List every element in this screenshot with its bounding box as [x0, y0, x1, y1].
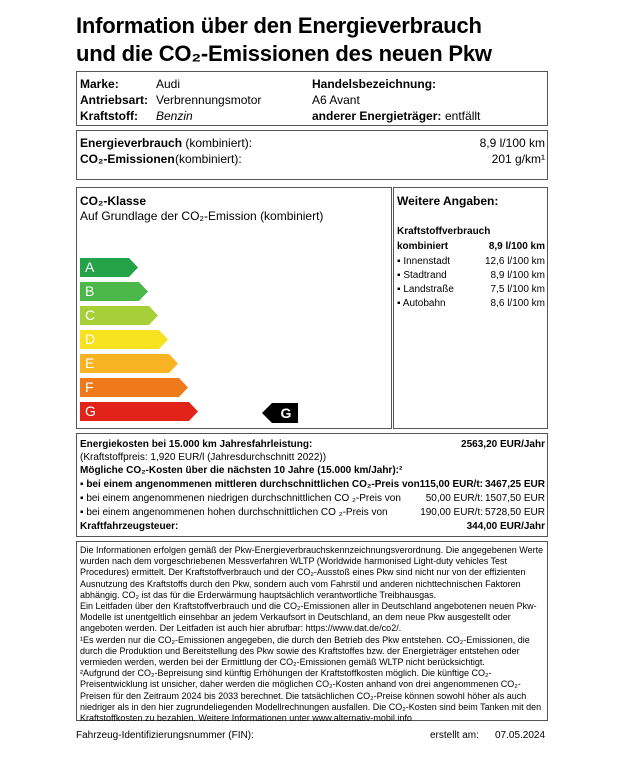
energy-value: 8,9 l/100 km	[479, 136, 545, 150]
co2-class-letter: F	[85, 379, 94, 395]
antrieb-label: Antriebsart:	[80, 93, 149, 107]
notes	[80, 545, 550, 724]
tax-value: 344,00 EUR/Jahr	[466, 521, 545, 532]
energy-label-rest: (kombiniert):	[182, 136, 253, 150]
co2-cost-row-value: 3467,25 EUR	[484, 479, 545, 490]
energy-costs-label: Energiekosten bei 15.000 km Jahresfahrleistung:	[80, 439, 313, 450]
co2-class-bar-c	[80, 306, 158, 325]
co2-cost-row-price: 50,00 EUR/t:	[425, 493, 483, 504]
co2-class-bar-d	[80, 330, 168, 349]
energy-label	[80, 136, 252, 151]
co2-class-bar-f	[80, 378, 188, 397]
further-row-label: ▪ Stadtrand	[397, 270, 447, 281]
co2-cost-row-price: 190,00 EUR/t:	[420, 507, 483, 518]
anderer-value: entfällt	[445, 109, 481, 123]
co2-cost-row-label: ▪ bei einem angenommenen hohen durchschnittlichen CO ₂-Preis von	[80, 507, 388, 518]
current-class-marker	[262, 403, 298, 428]
note-paragraph: ²Aufgrund der CO₂-Bepreisung sind künftig Erhöhungen der Kraftstoffkosten möglich. Die künftige CO₂-Preisentwicklung ist unsicher, daher werden die möglichen CO₂-Kosten anhand von drei angenommenen CO₂-Preisen für den Zeitraum 2024 bis 2033 berechnet. Die tatsächlichen CO₂-Preise können sowohl höher als auch niedriger als in den hier zugrundeliegenden Modellrechnungen ausfallen. Die CO₂-Kosten sind beim Tanken mit den Kraftstoffkosten zu bezahlen. Weitere Informationen unter www.alternativ-mobil.info	[80, 668, 542, 724]
co2-cost-row-price: 115,00 EUR/t:	[419, 479, 483, 490]
co2-class-heading: CO₂-Klasse	[80, 194, 147, 208]
anderer-label: anderer Energieträger:	[312, 109, 442, 123]
energy-label-bold: Energieverbrauch	[80, 136, 183, 150]
co2-cost-row-label: ▪ bei einem angenommenen mittleren durchschnittlichen CO₂-Preis von	[80, 479, 420, 490]
page-title	[76, 12, 616, 68]
marke-label: Marke:	[80, 77, 119, 91]
fuel-consumption-section: Kraftstoffverbrauch	[397, 226, 491, 237]
co2-class-bar-b	[80, 282, 148, 301]
co2-class-letter: G	[85, 403, 96, 419]
combined-value: 8,9 l/100 km	[488, 241, 545, 252]
co2-cost-row-value: 5728,50 EUR	[484, 507, 545, 518]
fin-label: Fahrzeug-Identifizierungsnummer (FIN):	[76, 730, 254, 741]
title-line-1: Information über den Energieverbrauch	[76, 13, 482, 38]
co2-label-rest: (kombiniert):	[175, 152, 242, 166]
co2-class-bar-a	[80, 258, 138, 277]
co2-label-bold: CO₂-Emissionen	[80, 152, 175, 166]
fuel-price: (Kraftstoffpreis: 1,920 EUR/l (Jahresdurchschnitt 2022))	[80, 452, 327, 463]
created-label: erstellt am:	[430, 730, 479, 741]
further-row-label: ▪ Innenstadt	[397, 256, 451, 267]
co2-class-letter: E	[85, 355, 95, 371]
handel-value: A6 Avant	[312, 93, 360, 107]
further-row-value: 7,5 l/100 km	[490, 284, 545, 295]
current-class-letter: G	[280, 405, 292, 421]
co2-cost-row-label: ▪ bei einem angenommenen niedrigen durchschnittlichen CO ₂-Preis von	[80, 493, 401, 504]
co2-value: 201 g/km¹	[491, 152, 545, 166]
tax-label: Kraftfahrzeugsteuer:	[80, 521, 179, 532]
kraftstoff-label: Kraftstoff:	[80, 109, 138, 123]
title-line-2: und die CO₂-Emissionen des neuen Pkw	[76, 41, 492, 66]
further-heading: Weitere Angaben:	[397, 194, 499, 208]
co2-class-letter: D	[85, 331, 96, 347]
co2-class-bar-g	[80, 402, 198, 421]
created-value: 07.05.2024	[495, 730, 546, 741]
co2-class-letter: A	[85, 259, 95, 275]
note-paragraph: ¹Es werden nur die CO₂-Emissionen angegeben, die durch den Betrieb des Pkw entstehen. CO₂-Emissionen, die durch die Produktion und Bereitstellung des Pkw sowie des Kraftstoffes bzw. der Energieträger entstehen oder vermieden werden, werden bei der Ermittlung der CO₂-Emissionen gemäß WLTP nicht berücksichtigt.	[80, 634, 530, 668]
further-row-value: 12,6 l/100 km	[484, 256, 545, 267]
co2-class-letter: C	[85, 307, 96, 323]
marke-value: Audi	[156, 77, 181, 91]
note-paragraph: Die Informationen erfolgen gemäß der Pkw-Energieverbrauchskennzeichnungsverordnung. Die angegebenen Werte wurden nach dem vorgeschriebenen Messverfahren WLTP (Worldwide harmonised Light-duty vehicles Test Procedures) ermittelt. Der Kraftstoffverbrauch und der CO₂-Ausstoß eines Pkw sind nicht nur von der effizienten Ausnutzung des Kraftstoffs durch den Pkw, sondern auch vom Fahrstil und anderen nichttechnischen Faktoren abhängig. CO₂ ist das für die Erderwärmung hauptsächlich verantwortliche Treibhausgas.	[80, 545, 544, 600]
co2-class-bar-e	[80, 354, 178, 373]
kraftstoff-value: Benzin	[156, 109, 193, 123]
further-row-label: ▪ Landstraße	[397, 284, 454, 295]
further-row-label: ▪ Autobahn	[397, 298, 446, 309]
further-row-value: 8,6 l/100 km	[490, 298, 545, 309]
further-row-value: 8,9 l/100 km	[490, 270, 545, 281]
co2-class-subheading: Auf Grundlage der CO₂-Emission (kombiniert)	[80, 209, 324, 223]
combined-label: kombiniert	[397, 241, 449, 252]
antrieb-value: Verbrennungsmotor	[156, 93, 262, 107]
co2-label	[80, 152, 175, 167]
co2-costs-label: Mögliche CO₂-Kosten über die nächsten 10 Jahre (15.000 km/Jahr):²	[80, 465, 403, 476]
co2-cost-row-value: 1507,50 EUR	[484, 493, 545, 504]
note-paragraph: Ein Leitfaden über den Kraftstoffverbrauch und die CO₂-Emissionen aller in Deutschland angebotenen neuen Pkw-Modelle ist unentgeltlich einsehbar an jedem Verkaufsort in Deutschland, an dem neue Pkw ausgestellt oder angeboten werden. Der Leitfaden ist auch hier abrufbar: https://www.dat.de/co2/.	[80, 601, 537, 634]
handel-label: Handelsbezeichnung:	[312, 77, 437, 91]
energy-costs-value: 2563,20 EUR/Jahr	[461, 439, 545, 450]
co2-class-letter: B	[85, 283, 95, 299]
